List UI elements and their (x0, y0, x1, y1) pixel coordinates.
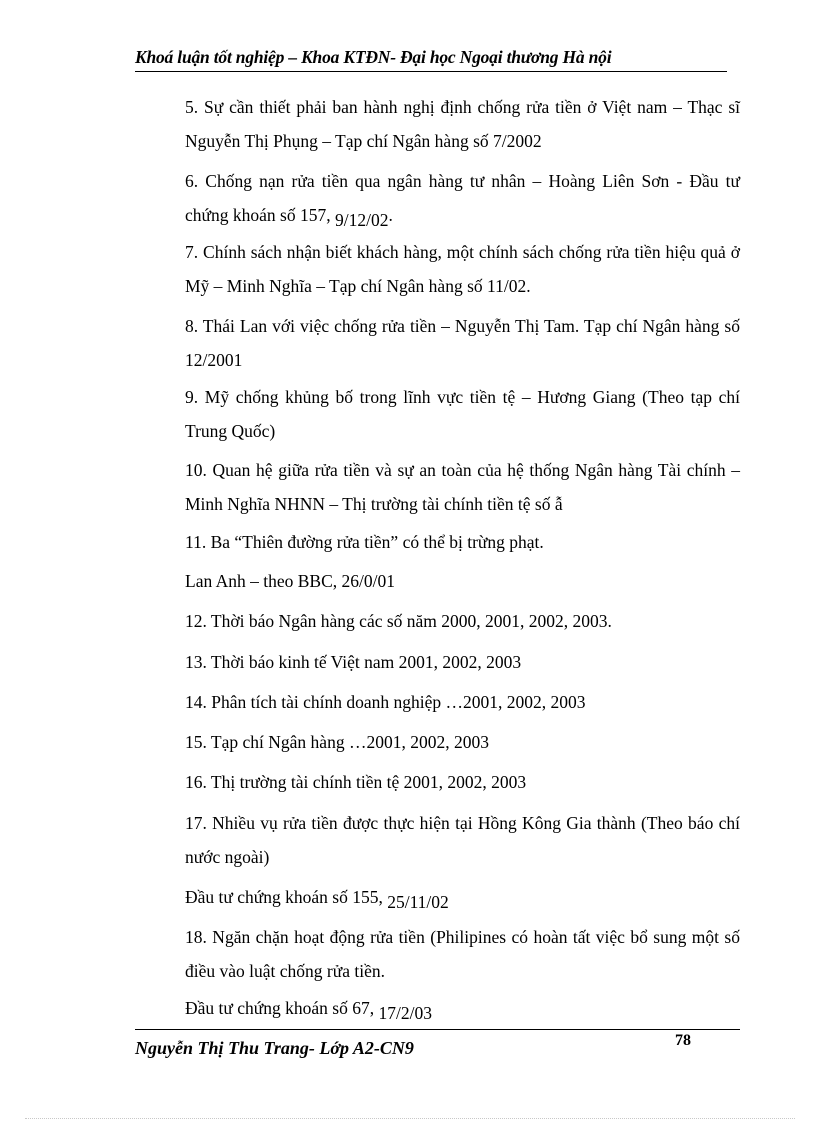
reference-text: Đầu tư chứng khoán số 155, (185, 887, 388, 907)
reference-text: 5. Sự cần thiết phải ban hành nghị định chống rửa tiền ở Việt nam – Thạc sĩ Nguyễn Thị Phụng – Tạp chí Ngân hàng số 7/2002 (185, 97, 740, 151)
reference-item (185, 725, 740, 759)
reference-item (185, 164, 740, 232)
reference-item (185, 880, 740, 914)
reference-text: 18. Ngăn chặn hoạt động rửa tiền (Philipines có hoàn tất việc bổ sung một số điều vào luật chống rửa tiền. (185, 927, 740, 981)
reference-text: Lan Anh – theo BBC, 26/0/01 (185, 571, 395, 591)
reference-text: 15. Tạp chí Ngân hàng …2001, 2002, 2003 (185, 732, 489, 752)
reference-text: 11. Ba “Thiên đường rửa tiền” có thể bị trừng phạt. (185, 532, 544, 552)
reference-text: 6. Chống nạn rửa tiền qua ngân hàng tư nhân – Hoàng Liên Sơn - Đầu tư chứng khoán số 157, (185, 171, 740, 225)
reference-text: 7. Chính sách nhận biết khách hàng, một chính sách chống rửa tiền hiệu quả ở Mỹ – Minh Nghĩa – Tạp chí Ngân hàng số 11/02. (185, 242, 740, 296)
reference-item (185, 90, 740, 158)
reference-item (185, 309, 740, 377)
page-number: 78 (675, 1032, 691, 1049)
reference-suffix: . (388, 205, 393, 225)
reference-item (185, 645, 740, 679)
reference-text: 13. Thời báo kinh tế Việt nam 2001, 2002, 2003 (185, 652, 522, 672)
reference-date: 9/12/02 (334, 210, 389, 230)
footer-rule (135, 1029, 740, 1030)
reference-item (185, 380, 740, 448)
reference-item (185, 235, 740, 303)
reference-item (185, 920, 740, 988)
page-edge-divider (25, 1118, 795, 1119)
reference-item (185, 765, 740, 799)
reference-date: 25/11/02 (387, 892, 449, 912)
reference-item (185, 453, 740, 521)
reference-text: 12. Thời báo Ngân hàng các số năm 2000, 2001, 2002, 2003. (185, 611, 612, 631)
reference-text: 10. Quan hệ giữa rửa tiền và sự an toàn của hệ thống Ngân hàng Tài chính – Minh Nghĩa NHNN – Thị trường tài chính tiền tệ số ẫ (185, 460, 740, 514)
reference-text: 9. Mỹ chống khủng bố trong lĩnh vực tiền tệ – Hương Giang (Theo tạp chí Trung Quốc) (185, 387, 740, 441)
reference-item (185, 806, 740, 874)
reference-item (185, 564, 740, 598)
reference-text: 16. Thị trường tài chính tiền tệ 2001, 2002, 2003 (185, 772, 527, 792)
reference-text: Đầu tư chứng khoán số 67, (185, 998, 379, 1018)
reference-item (185, 604, 740, 638)
reference-text: 8. Thái Lan với việc chống rửa tiền – Nguyễn Thị Tam. Tạp chí Ngân hàng số 12/2001 (185, 316, 740, 370)
reference-text: 14. Phân tích tài chính doanh nghiệp …2001, 2002, 2003 (185, 692, 586, 712)
reference-date: 17/2/03 (378, 1003, 432, 1023)
reference-item (185, 991, 740, 1025)
reference-text: 17. Nhiều vụ rửa tiền được thực hiện tại Hồng Kông Gia thành (Theo báo chí nước ngoài) (185, 813, 740, 867)
reference-item (185, 525, 740, 559)
reference-item (185, 685, 740, 719)
header-rule (135, 71, 727, 72)
footer-author: Nguyễn Thị Thu Trang- Lớp A2-CN9 (135, 1038, 414, 1058)
page-header: Khoá luận tốt nghiệp – Khoa KTĐN- Đại học Ngoại thương Hà nội (135, 47, 612, 67)
